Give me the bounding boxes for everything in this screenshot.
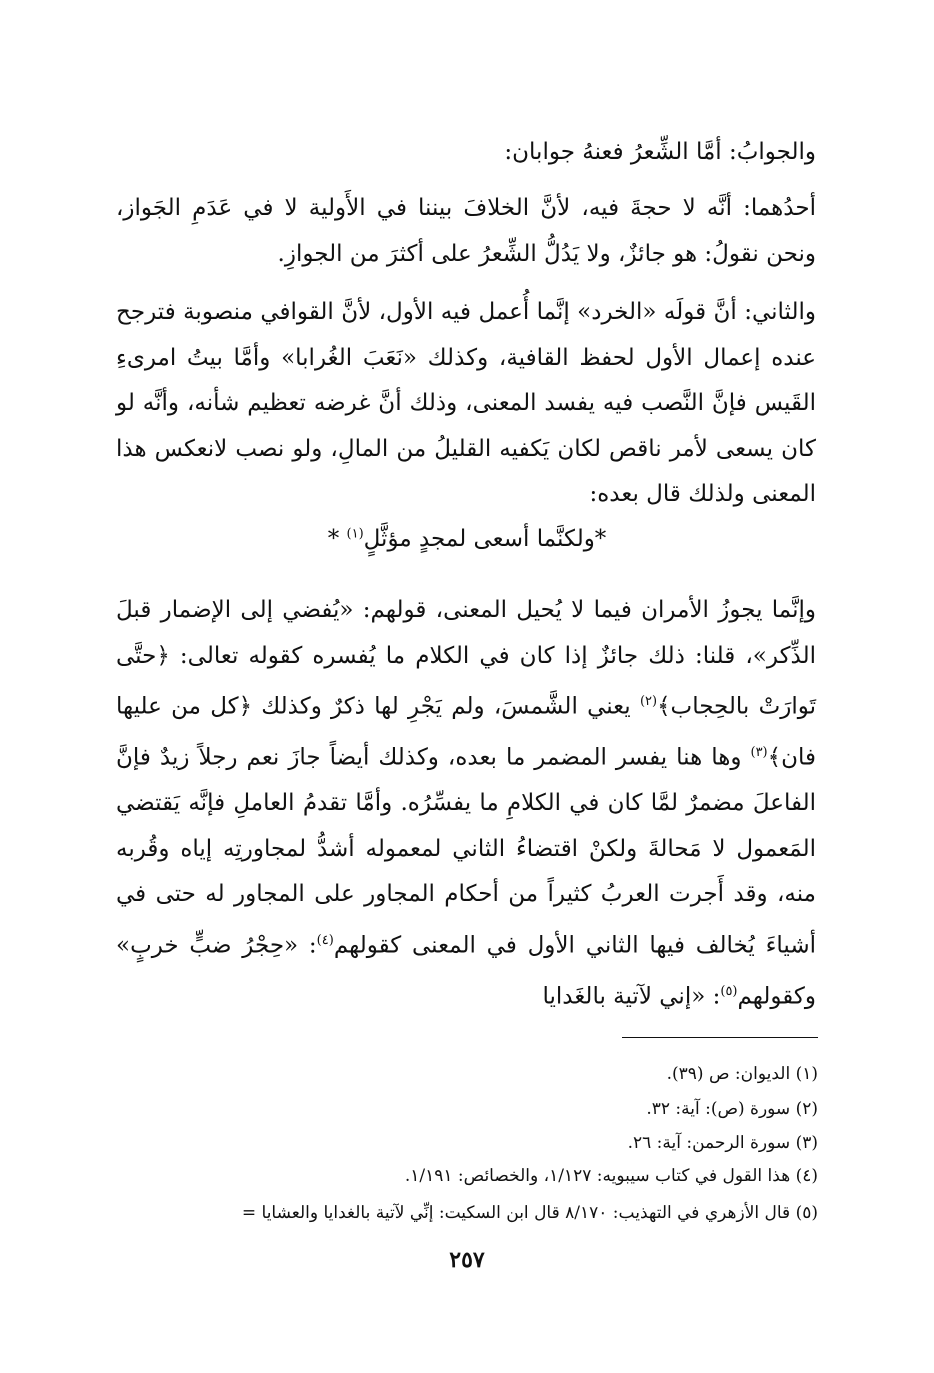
body-text-c: وها هنا يفسر المضمر ما بعده، وكذلك أيضاً جازَ نعم رجلاً زيدٌ فإنَّ الفاعلَ مضمرٌ لمَّا كان في الكلامِ ما يفسِّرُه. وأمَّا تقدمُ العاملِ فإنَّه يَقتضي المَعمول لا مَحالةَ ولكنْ اقتضاءُ الثاني لمعموله أشدُّ لمجاورتِه إياه وقُربه منه، وقد أَجرت العربُ كثيراً من أحكام المجاور على المجاور له حتى في أشياءَ يُخالف فيها الثاني الأول في المعنى كقولهم xyxy=(116,744,816,959)
paragraph-answer-intro: والجوابُ: أمَّا الشِّعرُ فعنهُ جوابان: xyxy=(504,139,816,165)
body-text-e: : «إني لآتية بالغَدايا xyxy=(542,983,721,1010)
body-text-b: يعني الشَّمسَ، ولم يَجْرِ لها ذكرٌ وكذلك ﴿كل من عليها فان﴾ xyxy=(116,693,816,771)
body-text-d: : «حِجْرُ ضبٍّ خربٍ» وكقولهم xyxy=(116,932,816,1010)
footnote-3: (٣) سورة الرحمن: آية: ٢٦. xyxy=(627,1133,818,1153)
paragraph-first-answer: أحدُهما: أنَّه لا حجةَ فيه، لأنَّ الخلافَ بيننا في الأَولية لا في عَدَمِ الجَواز، ونحن نقولُ: هو جائزٌ، ولا يَدُلُّ الشِّعرُ على أكثرَ من الجوازِ. xyxy=(116,195,816,267)
footnote-divider xyxy=(622,1037,818,1038)
paragraph-main-body xyxy=(116,588,816,1020)
footnote-4: (٤) هذا القول في كتاب سيبويه: ١/١٢٧، والخصائص: ١/١٩١. xyxy=(404,1166,818,1186)
footnote-2: (٢) سورة (ص): آية: ٣٢. xyxy=(646,1099,818,1119)
footnote-ref-1: (١) xyxy=(346,526,364,542)
footnote-5: (٥) قال الأزهري في التهذيب: ٨/١٧٠ قال ابن السكيت: إنِّي لآتية بالغدايا والعشايا = xyxy=(241,1203,818,1223)
page-number: ٢٥٧ xyxy=(449,1247,485,1273)
verse-text: *ولكنَّما أسعى لمجدٍ مؤثَّلٍ xyxy=(363,526,607,552)
footnote-ref-2: (٢) xyxy=(639,694,658,709)
verse-end: * xyxy=(327,526,347,552)
footnote-ref-5: (٥) xyxy=(720,983,738,999)
body-text-a: وإنَّما يجوزُ الأمران فيما لا يُحيل المعنى، قولهم: «يُفضي إلى الإضمار قبلَ الذِّكر»، قلنا: ذلك جائزٌ إذا كان في الكلام ما يُفسره كقوله تعالى: ﴿حتَّى تَوارَتْ بالحِجاب﴾ xyxy=(116,597,816,720)
footnote-1: (١) الديوان: ص (٣٩). xyxy=(666,1064,818,1084)
footnote-ref-3: (٣) xyxy=(750,745,768,761)
paragraph-second-answer: والثاني: أنَّ قولَه «الخرد» إنَّما أُعمل فيه الأول، لأنَّ القوافي منصوبة فترجح عنده إعمال الأول لحفظ القافية، وكذلك «نَعَبَ الغُرابا» وأمَّا بيتُ امرىءِ القَيس فإنَّ النَّصب فيه يفسد المعنى، وذلك أنَّ غرضه تعظيم شأنه، وأنَّه لو كان يسعى لأمر ناقص لكان يَكفيه القليلُ من المالِ، ولو نصب لانعكس هذا المعنى ولذلك قال بعده: xyxy=(116,299,816,507)
footnote-ref-4: (٤) xyxy=(316,932,334,948)
poetry-verse xyxy=(0,526,934,552)
